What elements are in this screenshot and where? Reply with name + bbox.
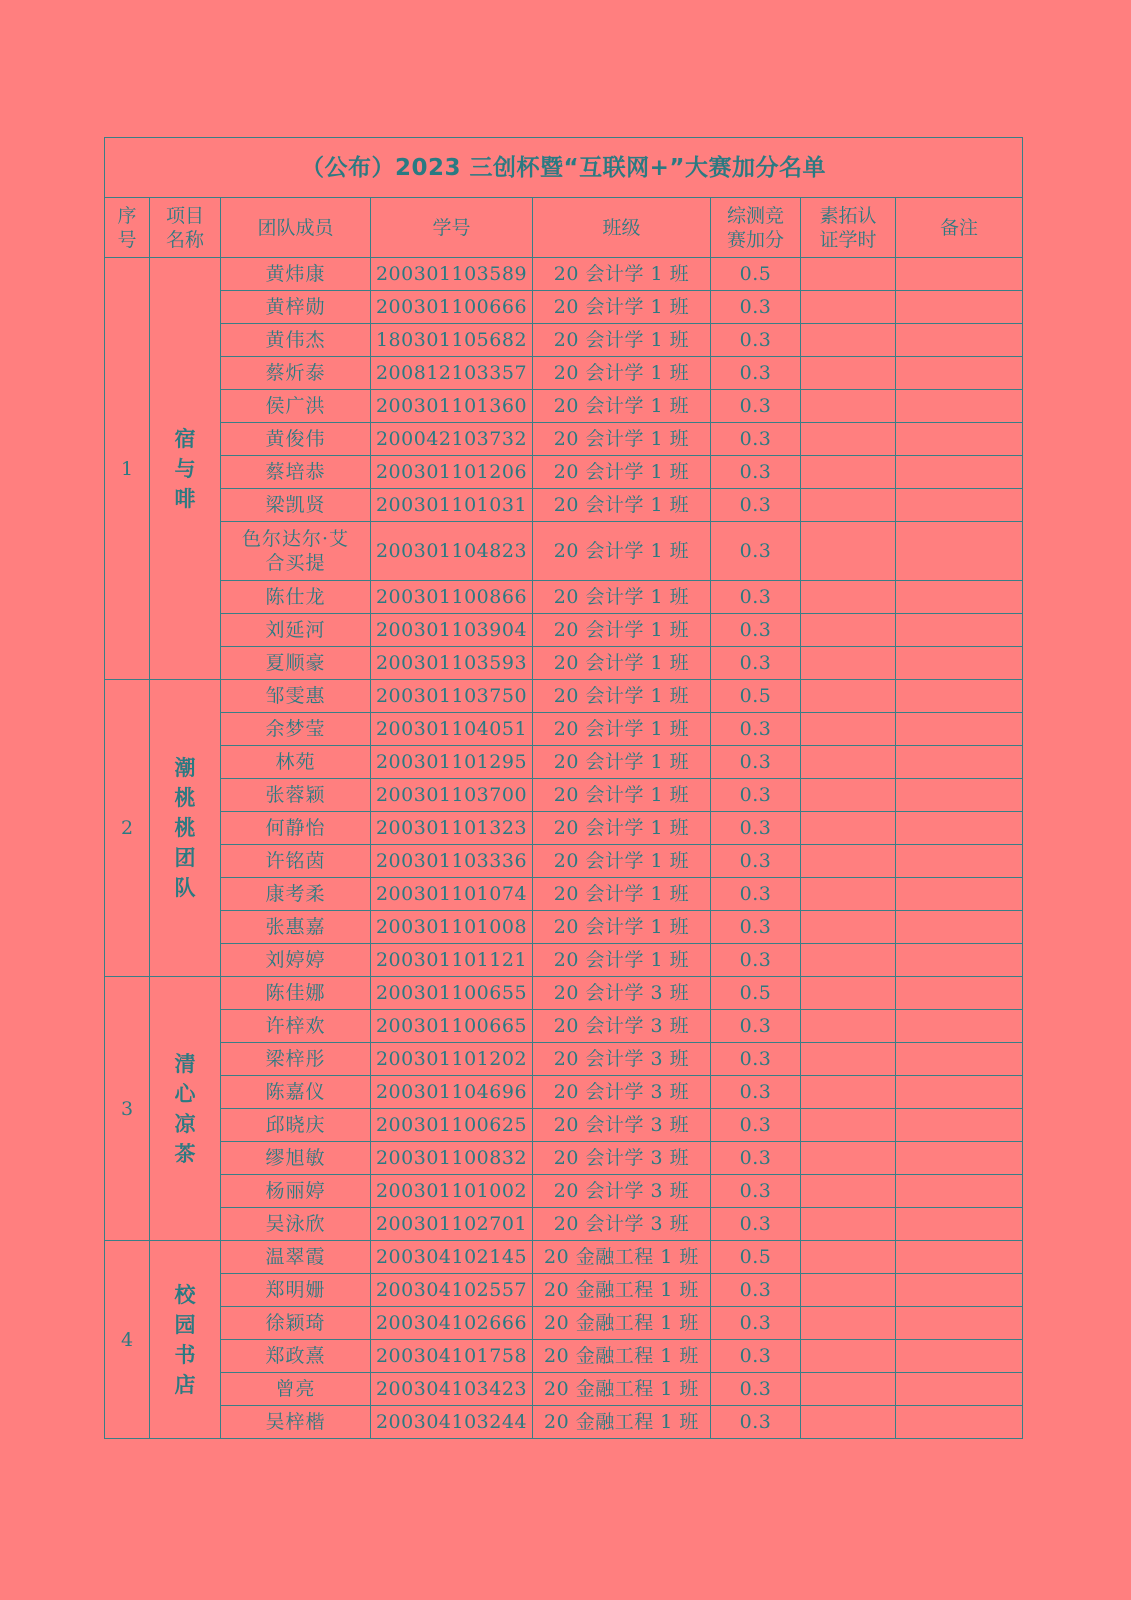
header-class: 班级 <box>533 198 711 258</box>
table-row <box>105 1010 1023 1043</box>
class-name: 20 会计学 1 班 <box>533 581 711 614</box>
hours <box>801 1010 896 1043</box>
member-name: 余梦莹 <box>221 713 371 746</box>
note <box>896 1340 1023 1373</box>
table-row <box>105 1076 1023 1109</box>
note <box>896 680 1023 713</box>
student-id: 200301100625 <box>371 1109 533 1142</box>
student-id: 200301103593 <box>371 647 533 680</box>
class-name: 20 金融工程 1 班 <box>533 1406 711 1439</box>
class-name: 20 会计学 1 班 <box>533 522 711 581</box>
student-id: 200304102557 <box>371 1274 533 1307</box>
note <box>896 357 1023 390</box>
header-seq: 序 号 <box>105 198 150 258</box>
score: 0.3 <box>711 614 801 647</box>
header-note: 备注 <box>896 198 1023 258</box>
student-id: 180301105682 <box>371 324 533 357</box>
table-row <box>105 779 1023 812</box>
table-row <box>105 713 1023 746</box>
score: 0.3 <box>711 324 801 357</box>
score: 0.3 <box>711 1373 801 1406</box>
header-score: 综测竞 赛加分 <box>711 198 801 258</box>
student-id: 200301101074 <box>371 878 533 911</box>
hours <box>801 779 896 812</box>
score: 0.5 <box>711 258 801 291</box>
group-seq: 1 <box>105 258 150 680</box>
header-hours: 素拓认 证学时 <box>801 198 896 258</box>
note <box>896 944 1023 977</box>
class-name: 20 会计学 1 班 <box>533 878 711 911</box>
member-name: 张惠嘉 <box>221 911 371 944</box>
class-name: 20 会计学 1 班 <box>533 680 711 713</box>
score: 0.3 <box>711 1010 801 1043</box>
note <box>896 713 1023 746</box>
score: 0.3 <box>711 390 801 423</box>
student-id: 200304101758 <box>371 1340 533 1373</box>
member-name: 郑政熹 <box>221 1340 371 1373</box>
member-name: 许铭茵 <box>221 845 371 878</box>
table-row <box>105 1208 1023 1241</box>
hours <box>801 423 896 456</box>
hours <box>801 1340 896 1373</box>
table-row <box>105 1109 1023 1142</box>
score: 0.5 <box>711 977 801 1010</box>
member-name: 吴泳欣 <box>221 1208 371 1241</box>
member-name: 缪旭敏 <box>221 1142 371 1175</box>
group-seq: 3 <box>105 977 150 1241</box>
project-name: 校 园 书 店 <box>150 1241 221 1439</box>
score: 0.3 <box>711 1142 801 1175</box>
class-name: 20 会计学 1 班 <box>533 779 711 812</box>
member-name: 曾亮 <box>221 1373 371 1406</box>
note <box>896 812 1023 845</box>
member-name: 徐颖琦 <box>221 1307 371 1340</box>
table-row <box>105 390 1023 423</box>
hours <box>801 1208 896 1241</box>
class-name: 20 会计学 1 班 <box>533 614 711 647</box>
member-name: 何静怡 <box>221 812 371 845</box>
table-row <box>105 489 1023 522</box>
score: 0.3 <box>711 581 801 614</box>
member-name: 刘婷婷 <box>221 944 371 977</box>
score: 0.3 <box>711 1109 801 1142</box>
header-project: 项目 名称 <box>150 198 221 258</box>
table-row <box>105 1307 1023 1340</box>
student-id: 200301104823 <box>371 522 533 581</box>
table-row <box>105 812 1023 845</box>
score: 0.3 <box>711 647 801 680</box>
student-id: 200301101323 <box>371 812 533 845</box>
hours <box>801 1076 896 1109</box>
note <box>896 1076 1023 1109</box>
class-name: 20 会计学 1 班 <box>533 456 711 489</box>
document-title: （公布）2023 三创杯暨“互联网+”大赛加分名单 <box>105 138 1023 198</box>
score: 0.3 <box>711 1340 801 1373</box>
class-name: 20 金融工程 1 班 <box>533 1241 711 1274</box>
class-name: 20 金融工程 1 班 <box>533 1274 711 1307</box>
student-id: 200304103423 <box>371 1373 533 1406</box>
note <box>896 1241 1023 1274</box>
score: 0.3 <box>711 456 801 489</box>
note <box>896 291 1023 324</box>
member-name: 梁梓彤 <box>221 1043 371 1076</box>
note <box>896 647 1023 680</box>
table-row <box>105 647 1023 680</box>
note <box>896 1175 1023 1208</box>
member-name: 杨丽婷 <box>221 1175 371 1208</box>
class-name: 20 会计学 1 班 <box>533 944 711 977</box>
project-name: 清 心 凉 茶 <box>150 977 221 1241</box>
score: 0.3 <box>711 423 801 456</box>
hours <box>801 911 896 944</box>
score: 0.3 <box>711 357 801 390</box>
class-name: 20 金融工程 1 班 <box>533 1373 711 1406</box>
score: 0.3 <box>711 1175 801 1208</box>
score: 0.5 <box>711 1241 801 1274</box>
table-row <box>105 522 1023 581</box>
hours <box>801 1406 896 1439</box>
member-name: 侯广洪 <box>221 390 371 423</box>
score: 0.3 <box>711 1307 801 1340</box>
student-id: 200301101202 <box>371 1043 533 1076</box>
table-row <box>105 746 1023 779</box>
bonus-list-table <box>104 137 1023 1439</box>
table-row <box>105 291 1023 324</box>
note <box>896 489 1023 522</box>
table-row <box>105 977 1023 1010</box>
student-id: 200301103589 <box>371 258 533 291</box>
score: 0.3 <box>711 1406 801 1439</box>
score: 0.3 <box>711 1208 801 1241</box>
student-id: 200301100665 <box>371 1010 533 1043</box>
hours <box>801 713 896 746</box>
student-id: 200304102666 <box>371 1307 533 1340</box>
note <box>896 1406 1023 1439</box>
table-row <box>105 614 1023 647</box>
score: 0.3 <box>711 746 801 779</box>
hours <box>801 647 896 680</box>
score: 0.5 <box>711 680 801 713</box>
member-name: 林苑 <box>221 746 371 779</box>
table-row <box>105 581 1023 614</box>
note <box>896 1043 1023 1076</box>
student-id: 200301101360 <box>371 390 533 423</box>
member-name: 许梓欢 <box>221 1010 371 1043</box>
note <box>896 878 1023 911</box>
student-id: 200301103750 <box>371 680 533 713</box>
hours <box>801 878 896 911</box>
class-name: 20 会计学 1 班 <box>533 845 711 878</box>
score: 0.3 <box>711 944 801 977</box>
note <box>896 1109 1023 1142</box>
class-name: 20 会计学 1 班 <box>533 713 711 746</box>
project-name: 潮 桃 桃 团 队 <box>150 680 221 977</box>
student-id: 200812103357 <box>371 357 533 390</box>
member-name: 陈仕龙 <box>221 581 371 614</box>
header-members: 团队成员 <box>221 198 371 258</box>
table-row <box>105 1142 1023 1175</box>
hours <box>801 258 896 291</box>
student-id: 200301102701 <box>371 1208 533 1241</box>
table-row <box>105 1274 1023 1307</box>
member-name: 梁凯贤 <box>221 489 371 522</box>
class-name: 20 会计学 1 班 <box>533 647 711 680</box>
student-id: 200301100666 <box>371 291 533 324</box>
member-name: 夏顺豪 <box>221 647 371 680</box>
member-name: 吴梓楷 <box>221 1406 371 1439</box>
score: 0.3 <box>711 1076 801 1109</box>
student-id: 200301101121 <box>371 944 533 977</box>
note <box>896 522 1023 581</box>
student-id: 200301104051 <box>371 713 533 746</box>
note <box>896 390 1023 423</box>
table-row <box>105 944 1023 977</box>
note <box>896 911 1023 944</box>
class-name: 20 会计学 3 班 <box>533 1076 711 1109</box>
class-name: 20 会计学 3 班 <box>533 1109 711 1142</box>
table-row <box>105 1175 1023 1208</box>
note <box>896 1208 1023 1241</box>
score: 0.3 <box>711 1274 801 1307</box>
table-row <box>105 1406 1023 1439</box>
class-name: 20 会计学 1 班 <box>533 489 711 522</box>
hours <box>801 680 896 713</box>
class-name: 20 会计学 1 班 <box>533 324 711 357</box>
hours <box>801 614 896 647</box>
member-name: 邹雯惠 <box>221 680 371 713</box>
score: 0.3 <box>711 713 801 746</box>
class-name: 20 金融工程 1 班 <box>533 1307 711 1340</box>
class-name: 20 金融工程 1 班 <box>533 1340 711 1373</box>
hours <box>801 1142 896 1175</box>
member-name: 黄俊伟 <box>221 423 371 456</box>
hours <box>801 845 896 878</box>
note <box>896 845 1023 878</box>
class-name: 20 会计学 1 班 <box>533 357 711 390</box>
hours <box>801 1109 896 1142</box>
table-row <box>105 324 1023 357</box>
table-row <box>105 1241 1023 1274</box>
member-name: 邱晓庆 <box>221 1109 371 1142</box>
score: 0.3 <box>711 779 801 812</box>
hours <box>801 1274 896 1307</box>
hours <box>801 489 896 522</box>
class-name: 20 会计学 3 班 <box>533 1142 711 1175</box>
student-id: 200301101002 <box>371 1175 533 1208</box>
score: 0.3 <box>711 845 801 878</box>
hours <box>801 390 896 423</box>
student-id: 200301101206 <box>371 456 533 489</box>
member-name: 陈佳娜 <box>221 977 371 1010</box>
table-row <box>105 911 1023 944</box>
score: 0.3 <box>711 878 801 911</box>
table-row <box>105 1373 1023 1406</box>
group-seq: 4 <box>105 1241 150 1439</box>
class-name: 20 会计学 1 班 <box>533 258 711 291</box>
hours <box>801 746 896 779</box>
score: 0.3 <box>711 522 801 581</box>
member-name: 康考柔 <box>221 878 371 911</box>
hours <box>801 977 896 1010</box>
score: 0.3 <box>711 911 801 944</box>
note <box>896 423 1023 456</box>
member-name: 温翠霞 <box>221 1241 371 1274</box>
member-name: 黄炜康 <box>221 258 371 291</box>
table-row <box>105 1043 1023 1076</box>
note <box>896 1373 1023 1406</box>
student-id: 200301100655 <box>371 977 533 1010</box>
score: 0.3 <box>711 812 801 845</box>
header-row <box>105 198 1023 258</box>
student-id: 200301103700 <box>371 779 533 812</box>
member-name: 蔡培恭 <box>221 456 371 489</box>
member-name: 黄伟杰 <box>221 324 371 357</box>
project-name: 宿 与 啡 <box>150 258 221 680</box>
class-name: 20 会计学 3 班 <box>533 1010 711 1043</box>
table-row <box>105 357 1023 390</box>
hours <box>801 357 896 390</box>
member-name: 陈嘉仪 <box>221 1076 371 1109</box>
hours <box>801 1175 896 1208</box>
note <box>896 977 1023 1010</box>
note <box>896 1142 1023 1175</box>
note <box>896 324 1023 357</box>
table-row <box>105 258 1023 291</box>
student-id: 200301104696 <box>371 1076 533 1109</box>
hours <box>801 1307 896 1340</box>
note <box>896 746 1023 779</box>
class-name: 20 会计学 3 班 <box>533 1043 711 1076</box>
note <box>896 614 1023 647</box>
class-name: 20 会计学 3 班 <box>533 1175 711 1208</box>
class-name: 20 会计学 1 班 <box>533 812 711 845</box>
note <box>896 258 1023 291</box>
member-name: 刘延河 <box>221 614 371 647</box>
student-id: 200304102145 <box>371 1241 533 1274</box>
hours <box>801 812 896 845</box>
student-id: 200301100866 <box>371 581 533 614</box>
note <box>896 1307 1023 1340</box>
note <box>896 581 1023 614</box>
student-id: 200301100832 <box>371 1142 533 1175</box>
student-id: 200304103244 <box>371 1406 533 1439</box>
table-row <box>105 878 1023 911</box>
class-name: 20 会计学 1 班 <box>533 911 711 944</box>
score: 0.3 <box>711 291 801 324</box>
class-name: 20 会计学 1 班 <box>533 746 711 779</box>
member-name: 郑明姗 <box>221 1274 371 1307</box>
hours <box>801 522 896 581</box>
table-row <box>105 456 1023 489</box>
note <box>896 1274 1023 1307</box>
note <box>896 456 1023 489</box>
score: 0.3 <box>711 489 801 522</box>
student-id: 200301103336 <box>371 845 533 878</box>
student-id: 200301103904 <box>371 614 533 647</box>
table-row <box>105 680 1023 713</box>
note <box>896 1010 1023 1043</box>
header-student-id: 学号 <box>371 198 533 258</box>
hours <box>801 581 896 614</box>
score: 0.3 <box>711 1043 801 1076</box>
title-row <box>105 138 1023 198</box>
class-name: 20 会计学 3 班 <box>533 977 711 1010</box>
class-name: 20 会计学 1 班 <box>533 390 711 423</box>
member-name: 黄梓勋 <box>221 291 371 324</box>
hours <box>801 1043 896 1076</box>
note <box>896 779 1023 812</box>
table-row <box>105 1340 1023 1373</box>
class-name: 20 会计学 3 班 <box>533 1208 711 1241</box>
student-id: 200301101295 <box>371 746 533 779</box>
member-name: 蔡炘泰 <box>221 357 371 390</box>
class-name: 20 会计学 1 班 <box>533 291 711 324</box>
table-row <box>105 423 1023 456</box>
hours <box>801 291 896 324</box>
group-seq: 2 <box>105 680 150 977</box>
hours <box>801 1373 896 1406</box>
table-row <box>105 845 1023 878</box>
class-name: 20 会计学 1 班 <box>533 423 711 456</box>
hours <box>801 324 896 357</box>
student-id: 200301101031 <box>371 489 533 522</box>
student-id: 200042103732 <box>371 423 533 456</box>
member-name: 张蓉颖 <box>221 779 371 812</box>
member-name: 色尔达尔·艾 合买提 <box>221 522 371 581</box>
hours <box>801 944 896 977</box>
hours <box>801 1241 896 1274</box>
hours <box>801 456 896 489</box>
student-id: 200301101008 <box>371 911 533 944</box>
